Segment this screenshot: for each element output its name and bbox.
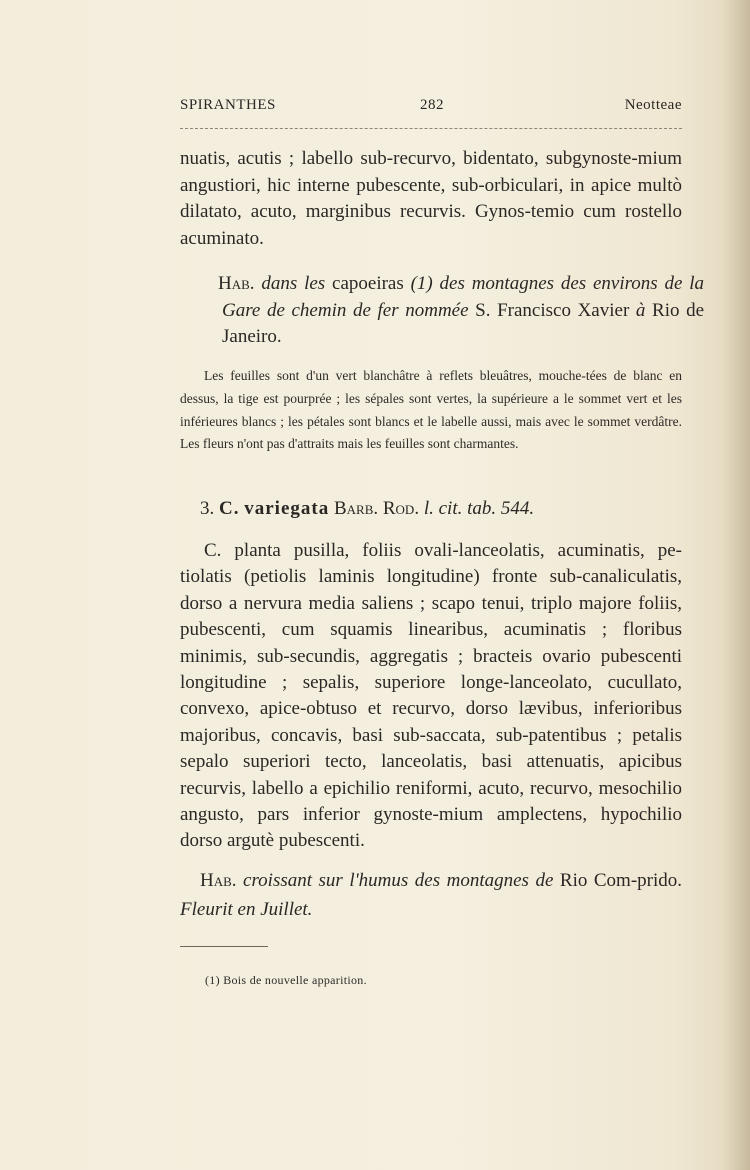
footnote-rule bbox=[180, 946, 268, 947]
header-rule bbox=[180, 128, 682, 129]
habitat-paragraph-1 bbox=[200, 271, 704, 351]
page-edge-shadow bbox=[720, 0, 750, 1170]
hab-roman: Rio Com-prido. bbox=[559, 870, 683, 891]
hab-label: Hab. bbox=[218, 273, 255, 294]
species-authority: Barb. Rod. bbox=[333, 498, 420, 519]
hab-roman: Rio de Janeiro. bbox=[222, 299, 705, 348]
hab-italic: à bbox=[635, 299, 646, 321]
note-paragraph: Les feuilles sont d'un vert blanchâtre à reflets bleuâtres, mouche-tées de blanc en dessus, la tige est pourprée ; les sépales sont vertes, la supérieure a le sommet vert et les inférieures blancs ; les pétales sont blancs et le labelle aussi, mais avec le sommet verdâtre. Les fleurs n'ont pas d'attraits mais les feuilles sont charmantes. bbox=[180, 368, 682, 452]
hab-italic: croissant sur l'humus des montagnes de bbox=[243, 870, 554, 891]
species-description: C. planta pusilla, foliis ovali-lanceolatis, acuminatis, pe-tiolatis (petiolis laminis longitudine) fronte sub-canaliculatis, dorso a nervura media saliens ; scapo tenui, triplo majore foliis, pubescenti, cum squamis linearibus, acuminatis ; floribus minimis, sub-secundis, aggregatis ; bracteis ovario pubescenti longitudine ; sepalis, superiore longe-lanceolato, cucullato, convexo, apice-obtuso et recurvo, dorso lævibus, inferioribus majoribus, concavis, basi sub-saccata, sub-patentibus ; petalis sepalo superiori tecto, lanceolatis, basi attenuatis, apicibus recurvis, labello a epichilio reniformi, acuto, recurvo, mesochilio angusto, pars inferior gynoste-mium amplectens, hypochilio dorso argutè pubescenti. bbox=[180, 540, 682, 852]
page-number: 282 bbox=[420, 97, 444, 113]
hab-label: Hab. bbox=[200, 870, 237, 891]
paragraph-continued: nuatis, acutis ; labello sub-recurvo, bidentato, subgynoste-mium angustiori, hic interne pubescente, sub-orbiculari, in apice multò dilatato, acuto, marginibus recurvis. Gynos-temio cum rostello acuminato. bbox=[180, 148, 682, 249]
species-epithet: variegata bbox=[244, 498, 330, 519]
footnote: (1) Bois de nouvelle apparition. bbox=[205, 973, 367, 987]
header-genus: SPIRANTHES bbox=[180, 97, 276, 113]
hab-italic: Fleurit en Juillet. bbox=[180, 899, 313, 920]
species-number: 3. bbox=[200, 498, 215, 519]
species-heading bbox=[200, 496, 682, 523]
habitat-paragraph-2 bbox=[180, 866, 682, 924]
header-tribe: Neotteae bbox=[624, 97, 682, 113]
species-genus: C. bbox=[219, 498, 240, 519]
hab-roman: S. Francisco Xavier bbox=[475, 299, 630, 321]
hab-roman: capoeiras bbox=[332, 273, 404, 294]
hab-italic: (1) des montagnes des environs de la Gare de chemin de fer nommée bbox=[222, 273, 705, 321]
hab-italic: dans les bbox=[261, 273, 326, 294]
running-header bbox=[180, 97, 682, 119]
species-reference: l. cit. tab. 544. bbox=[423, 498, 535, 519]
